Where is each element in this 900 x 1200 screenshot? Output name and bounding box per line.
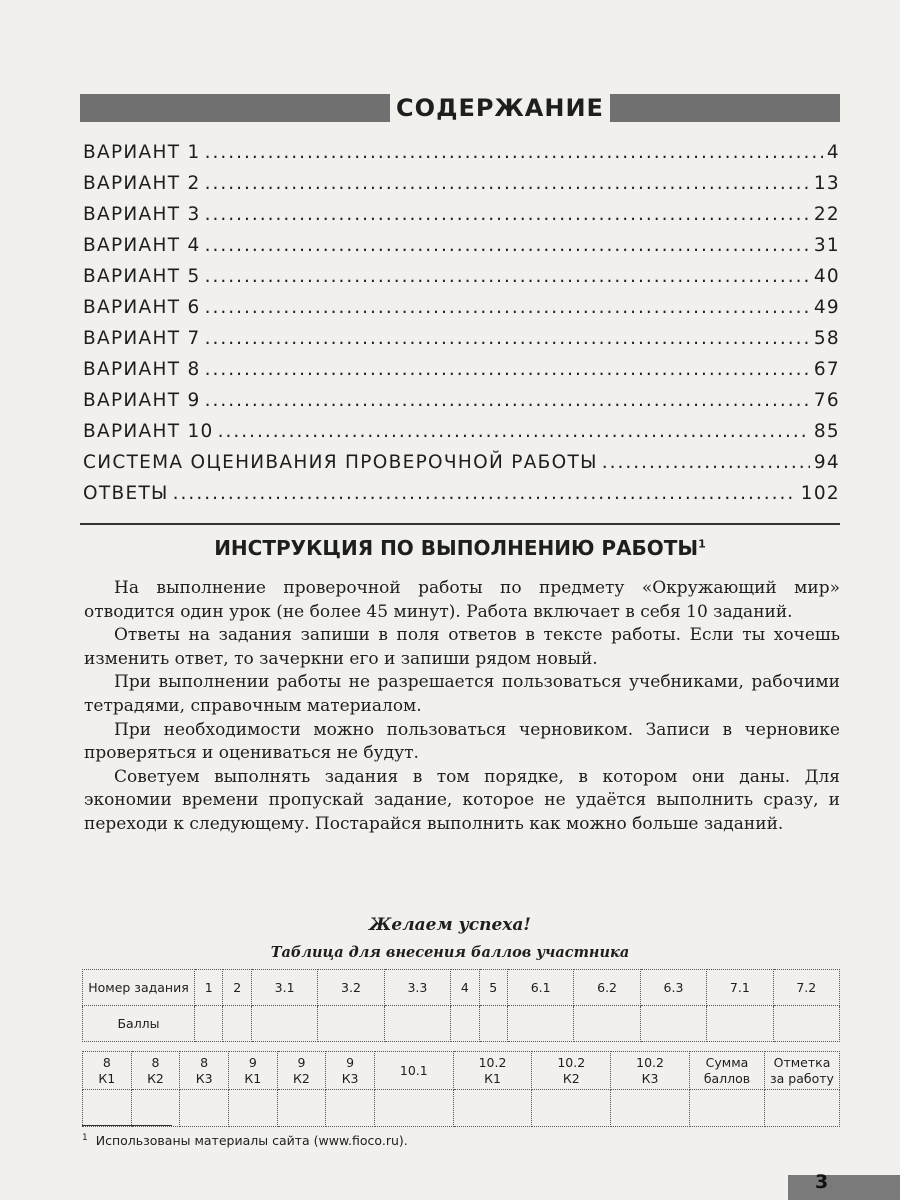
toc-entry-label: ВАРИАНТ 2 xyxy=(83,173,201,194)
task-criterion-line2: за работу xyxy=(770,1070,834,1086)
score-cell[interactable] xyxy=(451,1006,479,1042)
task-criterion-line1: Отметка xyxy=(773,1054,831,1070)
score-table-2 xyxy=(82,1051,840,1127)
score-cell[interactable] xyxy=(453,1090,532,1127)
score-cell[interactable] xyxy=(251,1006,317,1042)
score-table-2-header-row xyxy=(83,1052,840,1090)
toc-leader-dots xyxy=(218,421,810,442)
instruction-title-text: ИНСТРУКЦИЯ ПО ВЫПОЛНЕНИЮ РАБОТЫ xyxy=(214,536,699,560)
instruction-paragraph: На выполнение проверочной работы по предмету «Окружающий мир» отводится один урок (не более 45 минут). Работа включает в себя 10 заданий. xyxy=(84,578,840,622)
task-number-cell: 1 xyxy=(195,970,223,1006)
toc-leader-dots xyxy=(205,142,823,163)
toc-leader-dots xyxy=(205,297,810,318)
toc-leader-dots xyxy=(205,390,810,411)
toc-entry xyxy=(83,390,840,421)
score-cell[interactable] xyxy=(228,1090,277,1127)
footnote xyxy=(82,1133,408,1148)
toc-entry-page: 85 xyxy=(813,421,840,442)
toc-leader-dots xyxy=(205,328,810,349)
footnote-reference: 1 xyxy=(698,537,706,551)
toc-entry xyxy=(83,359,840,390)
task-criterion-line1: 8 xyxy=(151,1054,160,1070)
score-cell[interactable] xyxy=(690,1090,765,1127)
footnote-rule xyxy=(82,1125,172,1126)
task-criterion-line2: К2 xyxy=(562,1070,580,1086)
toc-entry-label: ВАРИАНТ 9 xyxy=(83,390,201,411)
task-criterion-line2: К1 xyxy=(98,1070,116,1086)
task-criterion-cell xyxy=(532,1052,611,1090)
instruction-paragraph: Ответы на задания запиши в поля ответов в тексте работы. Если ты хочешь изменить ответ, то зачеркни его и запиши рядом новый. xyxy=(84,625,840,669)
footnote-mark: 1 xyxy=(82,1133,88,1143)
score-cell[interactable] xyxy=(765,1090,840,1127)
toc-entry-label: ВАРИАНТ 4 xyxy=(83,235,201,256)
task-number-cell: 2 xyxy=(223,970,251,1006)
task-criterion-cell xyxy=(131,1052,180,1090)
title-bar xyxy=(80,94,840,122)
instruction-paragraph: Советуем выполнять задания в том порядке, в котором они даны. Для экономии времени пропускай задание, которое не удаётся выполнить сразу, и переходи к следующему. Постарайся выполнить как можно больше заданий. xyxy=(84,766,840,834)
task-number-cell: 3.1 xyxy=(251,970,317,1006)
score-cell[interactable] xyxy=(707,1006,773,1042)
toc-entry-page: 22 xyxy=(813,204,840,225)
toc-entry-label: СИСТЕМА ОЦЕНИВАНИЯ ПРОВЕРОЧНОЙ РАБОТЫ xyxy=(83,452,598,473)
toc-leader-dots xyxy=(205,235,810,256)
task-number-cell: 6.3 xyxy=(640,970,706,1006)
task-criterion-line1: 9 xyxy=(346,1054,355,1070)
toc-entry-label: ВАРИАНТ 7 xyxy=(83,328,201,349)
toc-entry-label: ВАРИАНТ 8 xyxy=(83,359,201,380)
score-cell[interactable] xyxy=(180,1090,229,1127)
score-cell[interactable] xyxy=(611,1090,690,1127)
toc-entry xyxy=(83,452,840,483)
score-table-1-score-row xyxy=(83,1006,840,1042)
task-criterion-cell xyxy=(326,1052,375,1090)
toc-entry xyxy=(83,173,840,204)
task-criterion-line2: К3 xyxy=(641,1070,659,1086)
score-cell[interactable] xyxy=(131,1090,180,1127)
task-criterion-line2: К2 xyxy=(293,1070,310,1086)
toc-entry xyxy=(83,235,840,266)
task-criterion-cell xyxy=(453,1052,532,1090)
toc-entry xyxy=(83,421,840,452)
toc-entry xyxy=(83,204,840,235)
score-table-1 xyxy=(82,969,840,1042)
task-number-header: Номер задания xyxy=(83,970,195,1006)
score-cell[interactable] xyxy=(640,1006,706,1042)
toc-entry-page: 67 xyxy=(813,359,840,380)
task-criterion-cell xyxy=(765,1052,840,1090)
toc-entry-label: ВАРИАНТ 3 xyxy=(83,204,201,225)
task-criterion-line1: 9 xyxy=(297,1054,306,1070)
score-cell[interactable] xyxy=(479,1006,507,1042)
score-cell[interactable] xyxy=(374,1090,453,1127)
toc-entry xyxy=(83,328,840,359)
page-title: СОДЕРЖАНИЕ xyxy=(390,90,610,126)
toc-leader-dots xyxy=(205,173,810,194)
score-table-caption: Таблица для внесения баллов участника xyxy=(270,944,630,961)
task-criterion-cell xyxy=(83,1052,132,1090)
page-number-tab xyxy=(788,1171,900,1200)
toc-entry-label: ВАРИАНТ 10 xyxy=(83,421,214,442)
score-cell[interactable] xyxy=(223,1006,251,1042)
task-criterion-cell xyxy=(180,1052,229,1090)
section-divider xyxy=(80,523,840,525)
toc-leader-dots xyxy=(205,359,810,380)
task-criterion-line2: К2 xyxy=(147,1070,164,1086)
toc-leader-dots xyxy=(205,204,810,225)
score-table-2-score-row xyxy=(83,1090,840,1127)
score-cell[interactable] xyxy=(507,1006,573,1042)
toc-entry-page: 40 xyxy=(813,266,840,287)
task-criterion-cell xyxy=(277,1052,326,1090)
task-number-cell: 4 xyxy=(451,970,479,1006)
footnote-text: Использованы материалы сайта (www.fioco.ru). xyxy=(95,1133,408,1149)
task-criterion-line1: 8 xyxy=(200,1054,209,1070)
page-number: 3 xyxy=(815,1171,829,1193)
task-criterion-line2: К1 xyxy=(244,1070,262,1086)
toc-entry xyxy=(83,142,840,173)
score-cell[interactable] xyxy=(318,1006,384,1042)
toc-entry-page: 76 xyxy=(813,390,840,411)
score-cell[interactable] xyxy=(773,1006,839,1042)
task-criterion-line1: 10.2 xyxy=(557,1054,586,1070)
score-cell[interactable] xyxy=(277,1090,326,1127)
instruction-paragraph: При выполнении работы не разрешается пользоваться учебниками, рабочими тетрадями, справочным материалом. xyxy=(84,672,840,716)
score-cell[interactable] xyxy=(532,1090,611,1127)
toc-leader-dots xyxy=(602,452,810,473)
toc-entry-page: 102 xyxy=(800,483,840,504)
task-criterion-cell xyxy=(611,1052,690,1090)
task-criterion-line1: 10.2 xyxy=(478,1054,507,1070)
toc-entry-page: 94 xyxy=(813,452,840,473)
task-number-cell: 5 xyxy=(479,970,507,1006)
task-criterion-cell xyxy=(228,1052,277,1090)
toc-leader-dots xyxy=(173,483,797,504)
instruction-body xyxy=(84,577,840,837)
toc-entry-page: 13 xyxy=(813,173,840,194)
table-of-contents xyxy=(83,142,840,514)
task-criterion-cell xyxy=(690,1052,765,1090)
task-criterion-line2: К3 xyxy=(195,1070,213,1086)
instruction-paragraph: При необходимости можно пользоваться черновиком. Записи в черновике проверяться и оцениваться не будут. xyxy=(84,719,840,764)
task-criterion-cell xyxy=(374,1052,453,1090)
toc-entry-page: 31 xyxy=(813,235,840,256)
task-criterion-line1: 10.2 xyxy=(636,1054,664,1070)
toc-entry-label: ВАРИАНТ 1 xyxy=(83,142,201,163)
task-criterion-line1: Сумма xyxy=(705,1054,749,1070)
task-criterion-line1: 8 xyxy=(102,1054,111,1070)
toc-entry xyxy=(83,266,840,297)
task-number-cell: 7.1 xyxy=(707,970,773,1006)
task-criterion-line2: К1 xyxy=(484,1070,501,1086)
task-number-cell: 6.2 xyxy=(574,970,640,1006)
score-cell[interactable] xyxy=(384,1006,450,1042)
task-number-cell: 6.1 xyxy=(507,970,573,1006)
task-criterion-line2: К3 xyxy=(341,1070,359,1086)
task-number-cell: 7.2 xyxy=(773,970,839,1006)
toc-entry xyxy=(83,483,840,514)
toc-entry xyxy=(83,297,840,328)
score-cell[interactable] xyxy=(195,1006,223,1042)
task-number-cell: 3.2 xyxy=(318,970,384,1006)
task-criterion-line1: 9 xyxy=(248,1054,257,1070)
toc-leader-dots xyxy=(205,266,810,287)
task-criterion-line2: баллов xyxy=(703,1070,751,1086)
wish-text: Желаем успеха! xyxy=(369,915,531,935)
instruction-title xyxy=(80,536,840,560)
toc-entry-page: 49 xyxy=(813,297,840,318)
task-number-cell: 3.3 xyxy=(384,970,450,1006)
score-table-1-header-row xyxy=(83,970,840,1006)
toc-entry-page: 58 xyxy=(813,328,840,349)
score-cell[interactable] xyxy=(574,1006,640,1042)
toc-entry-label: ВАРИАНТ 5 xyxy=(83,266,201,287)
score-cell[interactable] xyxy=(83,1090,132,1127)
score-header: Баллы xyxy=(83,1006,195,1042)
score-cell[interactable] xyxy=(326,1090,375,1127)
toc-entry-label: ОТВЕТЫ xyxy=(83,483,169,504)
task-criterion-line1: 10.1 xyxy=(399,1062,428,1078)
toc-entry-label: ВАРИАНТ 6 xyxy=(83,297,201,318)
toc-entry-page: 4 xyxy=(826,142,840,163)
